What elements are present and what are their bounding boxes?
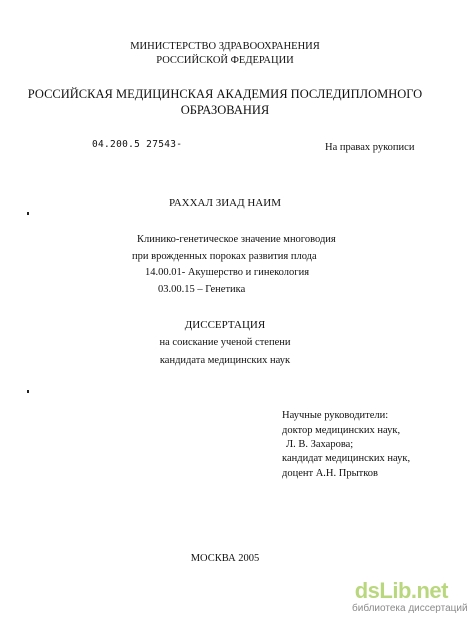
ministry-line-2: РОССИЙСКОЙ ФЕДЕРАЦИИ (156, 55, 294, 66)
dissertation-line-1: на соискание ученой степени (159, 337, 291, 348)
scan-speck (27, 390, 29, 393)
specialty-2: 03.00.15 – Генетика (158, 284, 246, 295)
ministry-line-1: МИНИСТЕРСТВО ЗДРАВООХРАНЕНИЯ (130, 41, 320, 52)
dissertation-line-2: кандидата медицинских наук (159, 355, 291, 366)
supervisors-heading: Научные руководители: (282, 410, 389, 421)
supervisor-line-3: кандидат медицинских наук, (282, 453, 411, 464)
supervisor-line-4: доцент А.Н. Прытков (282, 468, 378, 479)
city-year: МОСКВА 2005 (190, 553, 260, 564)
supervisor-line-1: доктор медицинских наук, (282, 425, 401, 436)
dslib-subtitle: библиотека диссертаций (352, 603, 468, 614)
academy-line-1: РОССИЙСКАЯ МЕДИЦИНСКАЯ АКАДЕМИЯ ПОСЛЕДИПЛОМНОГО (27, 87, 423, 101)
thesis-title-line-1: Клинико-генетическое значение многоводия (137, 234, 336, 245)
thesis-title-line-2: при врожденных пороках развития плода (132, 251, 317, 262)
author-name: РАХХАЛ ЗИАД НАИМ (169, 197, 281, 209)
specialty-1: 14.00.01- Акушерство и гинекология (145, 267, 310, 278)
dslib-watermark (352, 578, 468, 614)
scan-speck (27, 212, 29, 215)
manuscript-rights: На правах рукописи (325, 142, 415, 153)
registration-number: 04.200.5 27543- (92, 139, 183, 150)
dslib-logo: dsLib.net (354, 578, 448, 603)
supervisor-line-2: Л. В. Захарова; (286, 439, 354, 450)
academy-line-2: ОБРАЗОВАНИЯ (180, 103, 270, 117)
dissertation-heading: ДИССЕРТАЦИЯ (184, 319, 266, 331)
